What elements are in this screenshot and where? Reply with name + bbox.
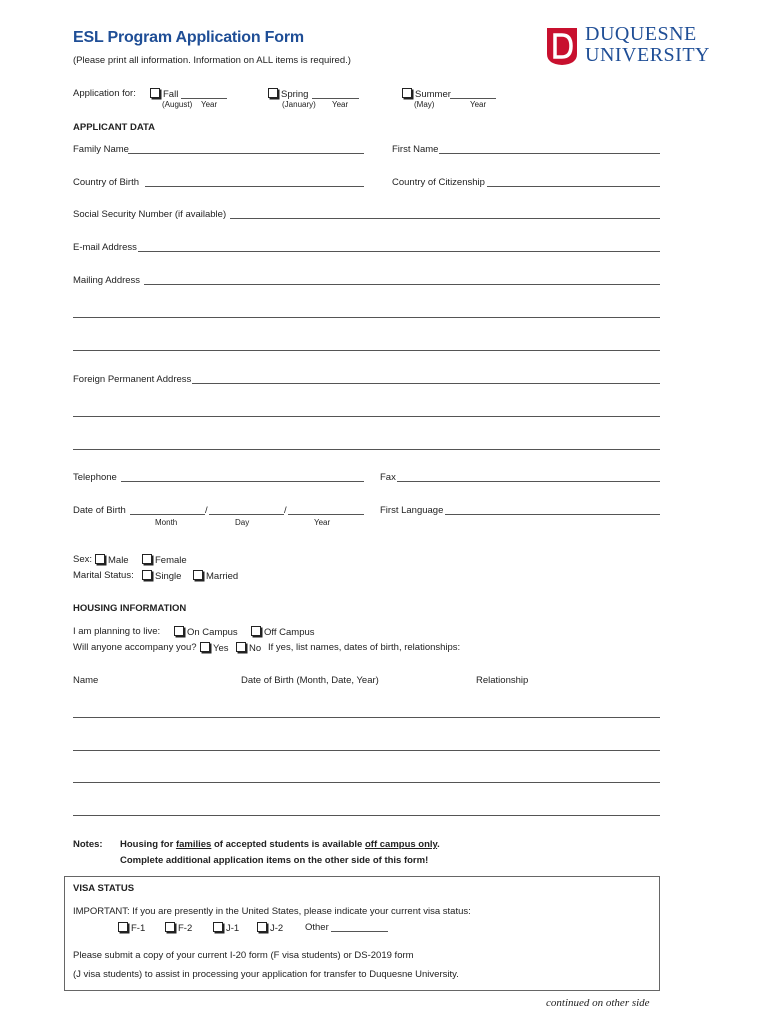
f1-option[interactable] bbox=[118, 922, 145, 934]
notes-label: Notes: bbox=[73, 839, 103, 850]
application-for-label: Application for: bbox=[73, 88, 136, 99]
visa-heading: VISA STATUS bbox=[73, 883, 135, 894]
f2-label: F-2 bbox=[178, 923, 193, 934]
dob-year-field[interactable] bbox=[288, 514, 364, 515]
yes-label: Yes bbox=[213, 643, 229, 654]
visa-submit-2: (J visa students) to assist in processing your application for transfer to Duquesne University. bbox=[73, 969, 459, 980]
summer-month: (May) bbox=[414, 100, 435, 109]
no-label: No bbox=[249, 643, 262, 654]
first-name-field[interactable] bbox=[439, 153, 660, 154]
spring-checkbox[interactable] bbox=[268, 88, 278, 98]
on-campus-label: On Campus bbox=[187, 627, 238, 638]
visa-important: IMPORTANT: If you are presently in the United States, please indicate your current visa status: bbox=[73, 906, 471, 917]
dob-day-caption: Day bbox=[235, 518, 250, 527]
companion-row-2[interactable] bbox=[73, 750, 660, 751]
duquesne-shield-icon bbox=[545, 26, 579, 66]
telephone-label: Telephone bbox=[73, 472, 117, 483]
spring-option[interactable] bbox=[268, 88, 308, 100]
fall-checkbox[interactable] bbox=[150, 88, 160, 98]
accompany-label: Will anyone accompany you? bbox=[73, 642, 197, 653]
spring-year-caption: Year bbox=[332, 100, 349, 109]
family-name-label: Family Name bbox=[73, 144, 129, 155]
continued-note: continued on other side bbox=[546, 997, 650, 1009]
companion-row-3[interactable] bbox=[73, 782, 660, 783]
spring-label: Spring bbox=[281, 89, 309, 100]
other-label: Other bbox=[305, 922, 329, 933]
on-campus-checkbox[interactable] bbox=[174, 626, 184, 636]
col-relationship-header: Relationship bbox=[476, 675, 529, 686]
j1-option[interactable] bbox=[213, 922, 239, 934]
dob-day-field[interactable] bbox=[209, 514, 284, 515]
dob-label: Date of Birth bbox=[73, 505, 126, 516]
notes-line-2: Complete additional application items on the other side of this form! bbox=[120, 855, 429, 866]
mailing-address-field-1[interactable] bbox=[144, 284, 660, 285]
f2-checkbox[interactable] bbox=[165, 922, 175, 932]
telephone-field[interactable] bbox=[121, 481, 364, 482]
spring-month: (January) bbox=[282, 100, 316, 109]
dob-year-caption: Year bbox=[314, 518, 331, 527]
no-checkbox[interactable] bbox=[236, 642, 246, 652]
mailing-address-field-2[interactable] bbox=[73, 317, 660, 318]
fall-option[interactable] bbox=[150, 88, 178, 100]
fall-year-line[interactable] bbox=[181, 98, 227, 99]
summer-year-line[interactable] bbox=[450, 98, 496, 99]
j1-checkbox[interactable] bbox=[213, 922, 223, 932]
planning-label: I am planning to live: bbox=[73, 626, 161, 637]
col-name-header: Name bbox=[73, 675, 99, 686]
married-checkbox[interactable] bbox=[193, 570, 203, 580]
ssn-label: Social Security Number (if available) bbox=[73, 209, 227, 220]
fall-month: (August) bbox=[162, 100, 193, 109]
summer-label: Summer bbox=[415, 89, 451, 100]
companion-row-4[interactable] bbox=[73, 815, 660, 816]
country-birth-field[interactable] bbox=[145, 186, 364, 187]
female-option[interactable] bbox=[142, 554, 187, 566]
fax-field[interactable] bbox=[397, 481, 660, 482]
male-label: Male bbox=[108, 555, 129, 566]
j1-label: J-1 bbox=[226, 923, 240, 934]
visa-submit-1: Please submit a copy of your current I-20 form (F visa students) or DS-2019 form bbox=[73, 950, 414, 961]
foreign-address-field-3[interactable] bbox=[73, 449, 660, 450]
foreign-address-label: Foreign Permanent Address bbox=[73, 374, 192, 385]
no-option[interactable] bbox=[236, 642, 261, 654]
marital-status-label: Marital Status: bbox=[73, 570, 134, 581]
female-label: Female bbox=[155, 555, 187, 566]
summer-option[interactable] bbox=[402, 88, 451, 100]
summer-year-caption: Year bbox=[470, 100, 487, 109]
dob-month-field[interactable] bbox=[130, 514, 205, 515]
logo-line1: DUQUESNE bbox=[585, 23, 697, 45]
first-language-field[interactable] bbox=[445, 514, 660, 515]
family-name-field[interactable] bbox=[128, 153, 364, 154]
notes-line-1: Housing for families of accepted students is available off campus only. bbox=[120, 839, 440, 850]
applicant-data-heading: APPLICANT DATA bbox=[73, 122, 155, 133]
j2-option[interactable] bbox=[257, 922, 283, 934]
yes-checkbox[interactable] bbox=[200, 642, 210, 652]
spring-year-line[interactable] bbox=[312, 98, 359, 99]
off-campus-option[interactable] bbox=[251, 626, 315, 638]
sex-label: Sex: bbox=[73, 554, 93, 565]
foreign-address-field-1[interactable] bbox=[192, 383, 660, 384]
fall-year-caption: Year bbox=[201, 100, 218, 109]
companion-row-1[interactable] bbox=[73, 717, 660, 718]
form-title: ESL Program Application Form bbox=[73, 29, 304, 46]
f1-label: F-1 bbox=[131, 923, 146, 934]
housing-heading: HOUSING INFORMATION bbox=[73, 603, 187, 614]
country-citizenship-label: Country of Citizenship bbox=[392, 177, 485, 188]
instructions: (Please print all information. Information on ALL items is required.) bbox=[73, 55, 351, 66]
dob-slash-1: / bbox=[205, 505, 208, 516]
male-checkbox[interactable] bbox=[95, 554, 105, 564]
mailing-address-field-3[interactable] bbox=[73, 350, 660, 351]
summer-checkbox[interactable] bbox=[402, 88, 412, 98]
other-visa-field[interactable] bbox=[331, 931, 388, 932]
logo-line2: UNIVERSITY bbox=[585, 44, 710, 66]
fall-label: Fall bbox=[163, 89, 179, 100]
country-birth-label: Country of Birth bbox=[73, 177, 139, 188]
married-option[interactable] bbox=[193, 570, 238, 582]
university-logo bbox=[545, 24, 710, 68]
single-option[interactable] bbox=[142, 570, 181, 582]
if-yes-label: If yes, list names, dates of birth, relationships: bbox=[268, 642, 461, 653]
col-dob-header: Date of Birth (Month, Date, Year) bbox=[241, 675, 379, 686]
first-name-label: First Name bbox=[392, 144, 439, 155]
male-option[interactable] bbox=[95, 554, 129, 566]
fax-label: Fax bbox=[380, 472, 396, 483]
married-label: Married bbox=[206, 571, 239, 582]
off-campus-label: Off Campus bbox=[264, 627, 315, 638]
j2-label: J-2 bbox=[270, 923, 284, 934]
f2-option[interactable] bbox=[165, 922, 192, 934]
ssn-field[interactable] bbox=[230, 218, 660, 219]
foreign-address-field-2[interactable] bbox=[73, 416, 660, 417]
email-field[interactable] bbox=[138, 251, 660, 252]
female-checkbox[interactable] bbox=[142, 554, 152, 564]
f1-checkbox[interactable] bbox=[118, 922, 128, 932]
yes-option[interactable] bbox=[200, 642, 229, 654]
single-label: Single bbox=[155, 571, 182, 582]
mailing-address-label: Mailing Address bbox=[73, 275, 141, 286]
country-citizenship-field[interactable] bbox=[487, 186, 660, 187]
email-label: E-mail Address bbox=[73, 242, 137, 253]
off-campus-checkbox[interactable] bbox=[251, 626, 261, 636]
j2-checkbox[interactable] bbox=[257, 922, 267, 932]
on-campus-option[interactable] bbox=[174, 626, 238, 638]
single-checkbox[interactable] bbox=[142, 570, 152, 580]
first-language-label: First Language bbox=[380, 505, 444, 516]
dob-slash-2: / bbox=[284, 505, 287, 516]
dob-month-caption: Month bbox=[155, 518, 178, 527]
